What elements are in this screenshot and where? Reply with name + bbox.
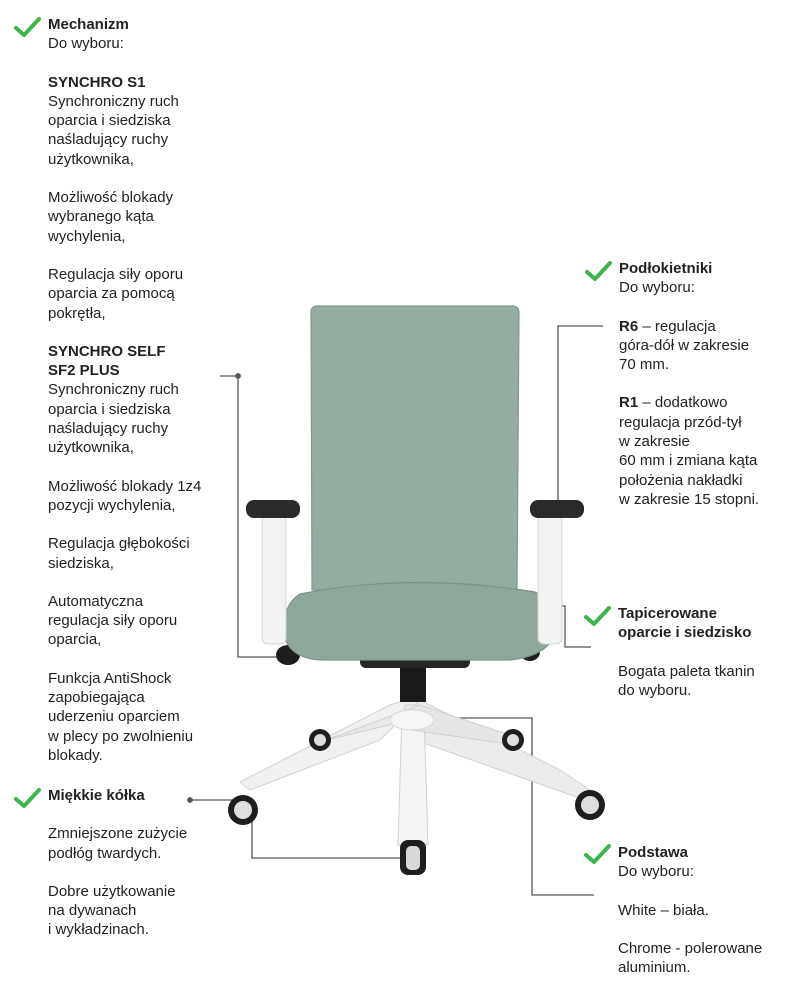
tapicerowane-desc: Bogata paleta tkanin do wyboru.: [618, 662, 755, 699]
armrest-r6: [619, 317, 789, 375]
synchro-s1-title: SYNCHRO S1: [48, 73, 146, 91]
podstawa-title: Podstawa: [618, 844, 689, 861]
armrest-r1: [619, 393, 789, 509]
synchro-s1-resistance: Regulacja siły oporu oparcia za pomocą pokrętła,: [48, 265, 184, 322]
podstawa-subtitle: Do wyboru:: [618, 863, 694, 881]
mechanizm-subtitle: Do wyboru:: [48, 35, 124, 53]
chair-armrest-right: [530, 500, 584, 644]
mechanizm-title: Mechanizm: [48, 16, 129, 33]
synchro-sf2-lock: Możliwość blokady 1z4 pozycji wychylenia,: [48, 477, 202, 514]
podstawa-section: [618, 843, 794, 977]
chair-base: [240, 700, 590, 845]
check-icon: [14, 17, 41, 37]
armrest-r1-code: R1: [619, 394, 639, 412]
podlokietniki-section: [619, 259, 789, 509]
armrest-r6-text: – regulacja góra-dół w zakresie 70 mm.: [619, 317, 750, 374]
kolka-title: Miękkie kółka: [48, 787, 145, 804]
podstawa-option-white: White – biała.: [618, 901, 709, 919]
armrest-r1-text: – dodatkowo regulacja przód-tył w zakresie 60 mm i zmiana kąta położenia nakładki w zakresie 15 stopni.: [619, 394, 760, 508]
synchro-sf2-desc: Synchroniczny ruch oparcia i siedziska naśladujący ruchy użytkownika,: [48, 381, 179, 457]
kolka-section: [48, 786, 248, 940]
check-icon: [585, 261, 612, 281]
chair-seat: [284, 582, 557, 660]
tapicerowane-section: [618, 604, 788, 700]
kolka-desc-1: Zmniejszone zużycie podłóg twardych.: [48, 825, 188, 862]
synchro-s1-lock: Możliwość blokady wybranego kąta wychylenia,: [48, 189, 174, 245]
leader-line-podlokietniki: [558, 326, 603, 518]
check-icon: [584, 606, 611, 626]
mechanizm-section: [48, 15, 248, 765]
synchro-sf2-auto: Automatyczna regulacja siły oporu oparcia,: [48, 592, 178, 649]
armrest-r6-code: R6: [619, 317, 639, 335]
podlokietniki-title: Podłokietniki: [619, 260, 713, 277]
synchro-s1-desc: Synchroniczny ruch oparcia i siedziska naśladujący ruchy użytkownika,: [48, 92, 179, 168]
podstawa-option-chrome: Chrome - polerowane aluminium.: [618, 939, 763, 977]
check-icon: [14, 788, 41, 808]
chair-backrest: [311, 306, 519, 590]
podlokietniki-subtitle: Do wyboru:: [619, 279, 695, 297]
kolka-desc-2: Dobre użytkowanie na dywanach i wykładzinach.: [48, 882, 176, 939]
synchro-sf2-title: SYNCHRO SELF SF2 PLUS: [48, 342, 166, 380]
synchro-sf2-antishock: Funkcja AntiShock zapobiegająca uderzeniu oparciem w plecy po zwolnieniu blokady.: [48, 669, 194, 764]
check-icon: [584, 844, 611, 864]
tapicerowane-title: Tapicerowane oparcie i siedzisko: [618, 605, 752, 642]
synchro-sf2-depth: Regulacja głębokości siedziska,: [48, 535, 190, 572]
